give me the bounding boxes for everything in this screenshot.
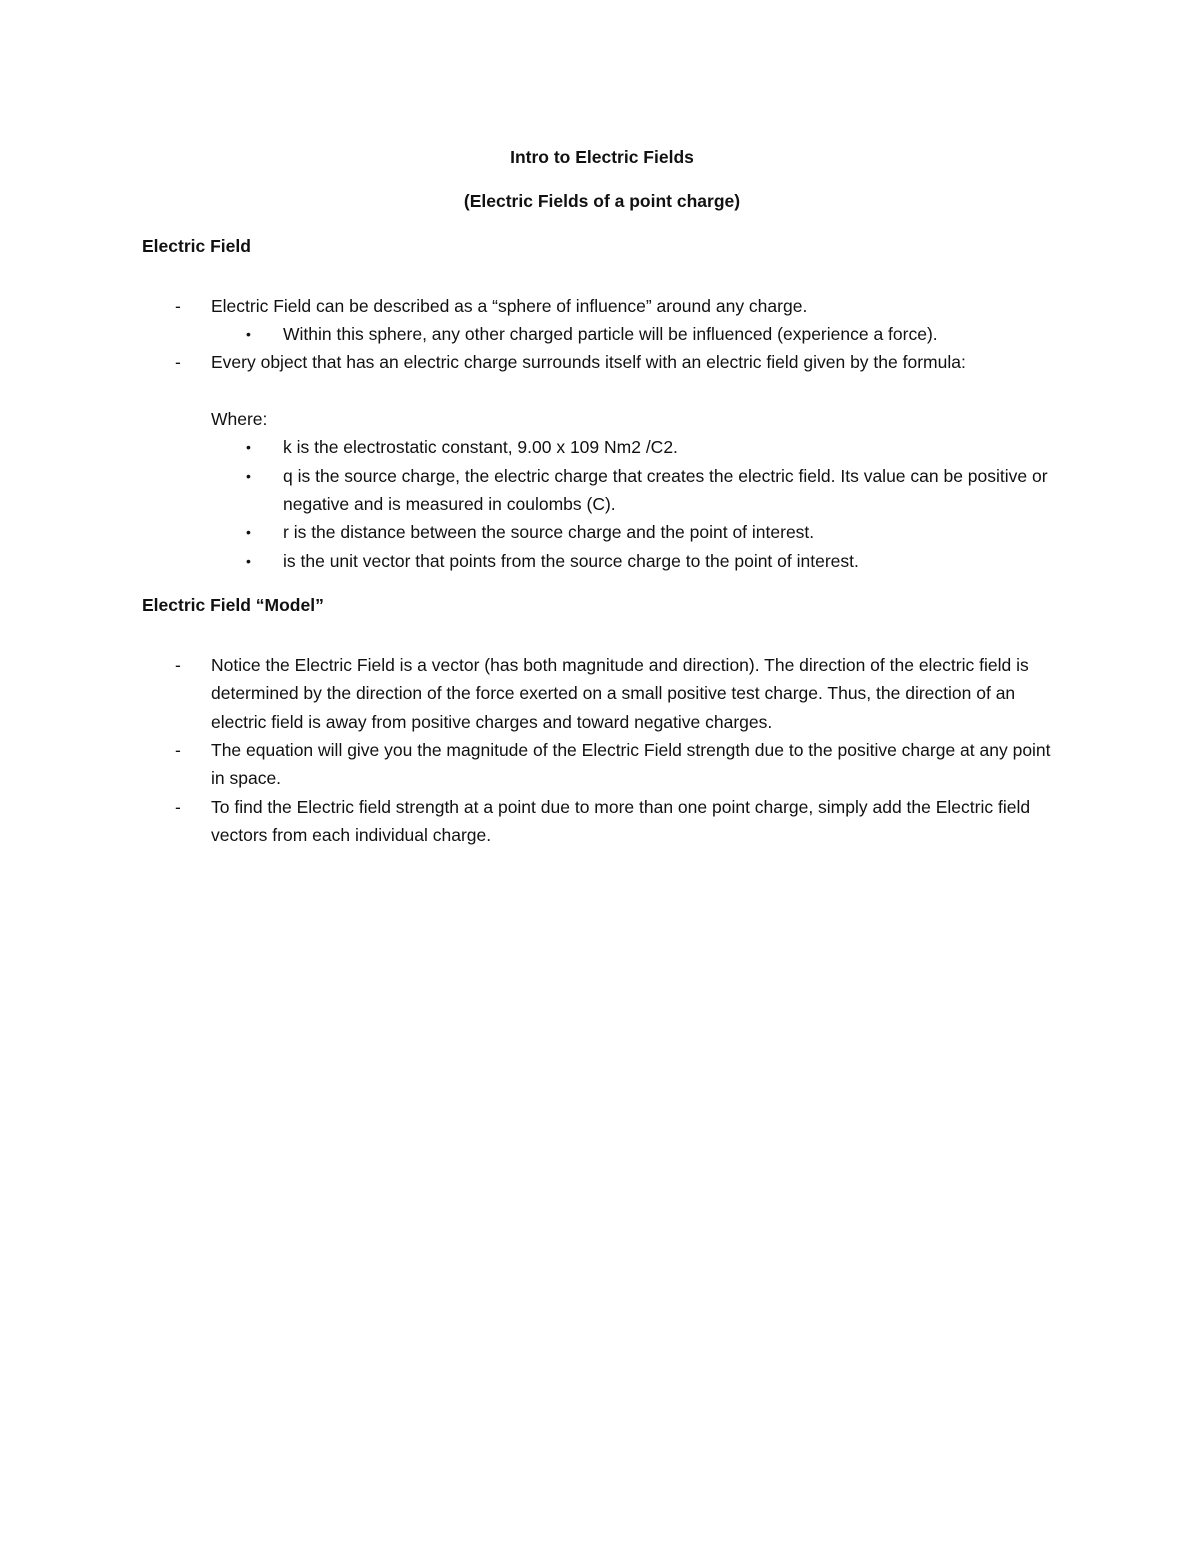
list-item	[142, 462, 1062, 519]
list-item-text: Every object that has an electric charge surrounds itself with an electric field given by the formula:	[211, 352, 966, 373]
document-title: Intro to Electric Fields	[510, 147, 694, 167]
list-item-text: q is the source charge, the electric charge that creates the electric field. Its value can be positive or negative and is measured in coulombs (C).	[283, 465, 1048, 514]
bullet-marker: •	[246, 439, 251, 456]
list-item-text: r is the distance between the source charge and the point of interest.	[283, 522, 815, 543]
list-item-text: k is the electrostatic constant, 9.00 x 109 Nm2 /C2.	[283, 437, 678, 458]
list-item	[142, 793, 1062, 850]
bullet-marker: •	[246, 326, 251, 343]
bullet-marker: •	[246, 467, 251, 484]
spacer	[142, 635, 1062, 651]
section-heading-electric-field: Electric Field	[142, 235, 251, 256]
spacer	[142, 575, 1062, 591]
bullet-marker: •	[246, 552, 251, 569]
dash-marker: -	[175, 295, 181, 316]
dash-marker: -	[175, 740, 181, 761]
list-item	[142, 518, 1062, 546]
list-item	[142, 547, 1062, 575]
document-subtitle: (Electric Fields of a point charge)	[463, 191, 741, 212]
dash-marker: -	[175, 796, 181, 817]
section-heading-electric-field-model: Electric Field “Model”	[142, 594, 324, 615]
list-item-text: Notice the Electric Field is a vector (has both magnitude and direction). The direction of the electric field is determined by the direction of the force exerted on a small positive test charge. Thus, the direction of an electric field is away from positive charges and toward negative charges.	[211, 655, 1029, 732]
spacer	[142, 377, 1062, 405]
list-item-text: To find the Electric field strength at a point due to more than one point charge, simply add the Electric field vectors from each individual charge.	[211, 796, 1031, 845]
list-item	[142, 292, 1062, 320]
list-item	[142, 736, 1062, 793]
bullet-marker: •	[246, 524, 251, 541]
list-item	[142, 320, 1062, 348]
where-label: Where:	[211, 409, 268, 430]
list-item-text: Electric Field can be described as a “sphere of influence” around any charge.	[211, 295, 808, 316]
document-body	[142, 143, 1062, 849]
spacer	[142, 276, 1062, 292]
list-item	[142, 651, 1062, 736]
list-item-text: is the unit vector that points from the source charge to the point of interest.	[283, 550, 859, 571]
dash-marker: -	[175, 352, 181, 373]
dash-marker: -	[175, 655, 181, 676]
list-item-text: Within this sphere, any other charged particle will be influenced (experience a force).	[283, 324, 938, 345]
list-item	[142, 348, 1062, 376]
list-item-text: The equation will give you the magnitude of the Electric Field strength due to the positive charge at any point in space.	[211, 740, 1051, 789]
list-item	[142, 433, 1062, 461]
